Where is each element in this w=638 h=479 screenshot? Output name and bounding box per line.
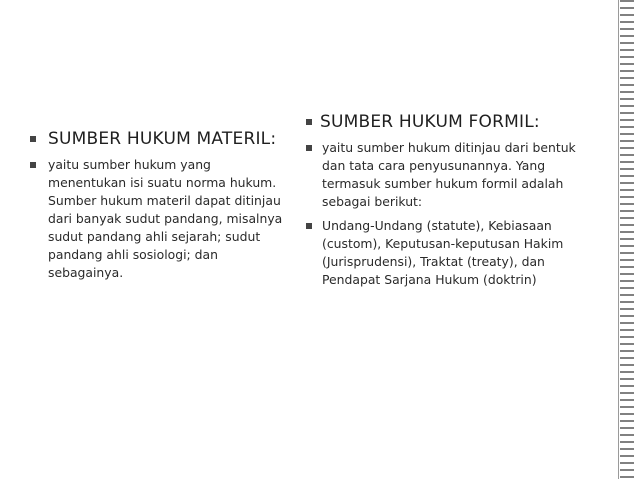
strip-pattern (620, 0, 634, 479)
square-bullet-icon (306, 119, 312, 125)
square-bullet-icon (306, 145, 312, 151)
formil-definition: yaitu sumber hukum ditinjau dari bentuk dan tata cara penyusunannya. Yang termasuk sumber hukum formil adalah sebagai berikut: (322, 140, 576, 209)
formil-definition-item (306, 139, 591, 211)
square-bullet-icon (30, 136, 36, 142)
formil-sources-list: Undang-Undang (statute), Kebiasaan (custom), Keputusan-keputusan Hakim (Jurisprudensi), Traktat (treaty), dan Pendapat Sarjana Hukum (doktrin) (322, 218, 564, 287)
formil-sources-item (306, 217, 591, 289)
materil-definition-item (30, 156, 292, 282)
square-bullet-icon (306, 223, 312, 229)
materil-heading-item (30, 127, 292, 151)
left-column (30, 127, 292, 282)
right-column (306, 110, 591, 295)
formil-heading-item (306, 110, 591, 134)
materil-heading: SUMBER HUKUM MATERIL: (48, 129, 277, 149)
formil-heading: SUMBER HUKUM FORMIL: (320, 112, 540, 132)
square-bullet-icon (30, 162, 36, 168)
decorative-film-strip (618, 0, 638, 479)
strip-edge-line (618, 0, 619, 479)
materil-definition: yaitu sumber hukum yang menentukan isi suatu norma hukum. Sumber hukum materil dapat ditinjau dari banyak sudut pandang, misalnya sudut pandang ahli sejarah; sudut pandang ahli sosiologi; dan sebagainya. (48, 157, 283, 280)
